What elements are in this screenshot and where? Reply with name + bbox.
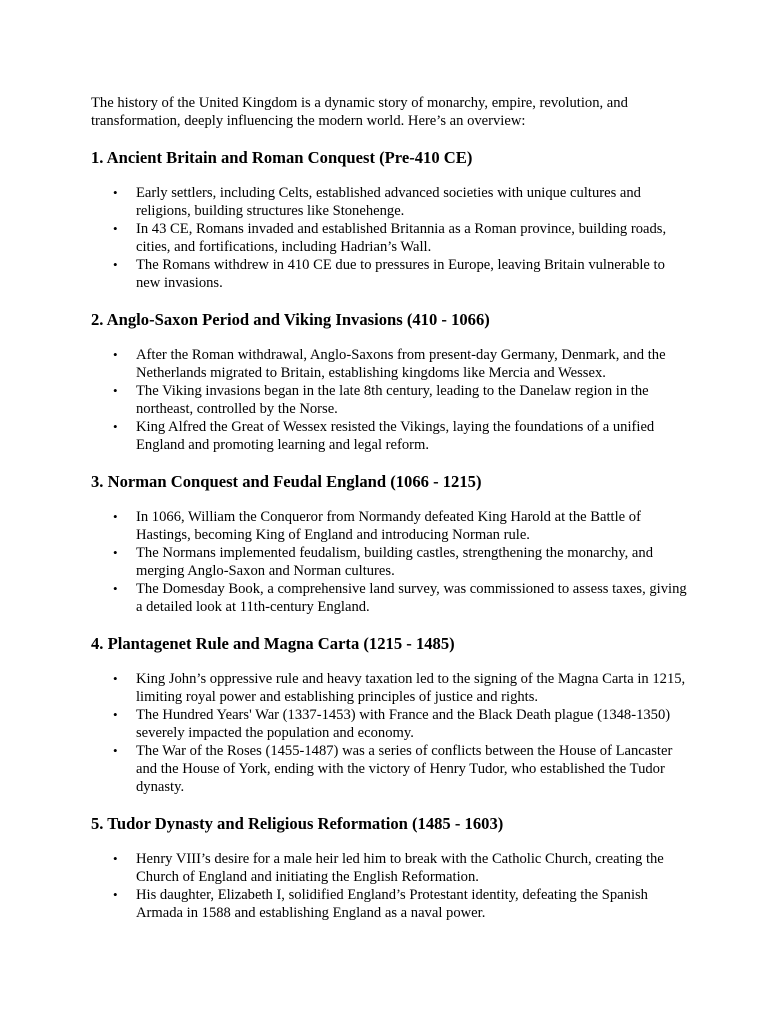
list-item xyxy=(91,184,688,220)
list-item-text: After the Roman withdrawal, Anglo-Saxons from present-day Germany, Denmark, and the Netherlands migrated to Britain, establishing kingdoms like Mercia and Wessex. xyxy=(136,347,666,381)
bullet-icon: • xyxy=(113,509,118,524)
list-item-text: The Viking invasions began in the late 8th century, leading to the Danelaw region in the northeast, controlled by the Norse. xyxy=(136,383,649,417)
list-item-text: Henry VIII’s desire for a male heir led him to break with the Catholic Church, creating the Church of England and initiating the English Reformation. xyxy=(136,851,664,885)
section-anglo-saxon xyxy=(91,310,688,454)
section-tudor xyxy=(91,814,688,922)
bullet-list xyxy=(91,670,688,796)
list-item-text: In 43 CE, Romans invaded and established Britannia as a Roman province, building roads, cities, and fortifications, including Hadrian’s Wall. xyxy=(136,221,667,255)
bullet-icon: • xyxy=(113,581,118,596)
list-item xyxy=(91,742,688,796)
list-item xyxy=(91,544,688,580)
list-item-text: King John’s oppressive rule and heavy taxation led to the signing of the Magna Carta in 1215, limiting royal power and establishing principles of justice and rights. xyxy=(136,671,686,705)
section-norman-conquest xyxy=(91,472,688,616)
bullet-icon: • xyxy=(113,851,118,866)
section-heading: 4. Plantagenet Rule and Magna Carta (1215 - 1485) xyxy=(91,634,455,653)
list-item xyxy=(91,256,688,292)
list-item xyxy=(91,580,688,616)
list-item-text: King Alfred the Great of Wessex resisted the Vikings, laying the foundations of a unified England and promoting learning and legal reform. xyxy=(136,419,655,453)
bullet-list xyxy=(91,184,688,292)
list-item xyxy=(91,850,688,886)
bullet-icon: • xyxy=(113,185,118,200)
section-heading: 5. Tudor Dynasty and Religious Reformation (1485 - 1603) xyxy=(91,814,504,833)
list-item-text: In 1066, William the Conqueror from Normandy defeated King Harold at the Battle of Hastings, becoming King of England and introducing Norman rule. xyxy=(136,509,641,543)
bullet-list xyxy=(91,508,688,616)
bullet-list xyxy=(91,346,688,454)
list-item-text: The Domesday Book, a comprehensive land survey, was commissioned to assess taxes, giving a detailed look at 11th-century England. xyxy=(136,581,687,615)
bullet-icon: • xyxy=(113,545,118,560)
bullet-icon: • xyxy=(113,257,118,272)
list-item-text: His daughter, Elizabeth I, solidified England’s Protestant identity, defeating the Spanish Armada in 1588 and establishing England as a naval power. xyxy=(136,887,648,921)
list-item xyxy=(91,220,688,256)
list-item xyxy=(91,886,688,922)
list-item-text: The Hundred Years' War (1337-1453) with France and the Black Death plague (1348-1350) severely impacted the population and economy. xyxy=(136,707,671,741)
section-plantagenet xyxy=(91,634,688,796)
list-item xyxy=(91,382,688,418)
bullet-icon: • xyxy=(113,887,118,902)
list-item-text: Early settlers, including Celts, established advanced societies with unique cultures and religions, building structures like Stonehenge. xyxy=(136,185,641,219)
list-item xyxy=(91,670,688,706)
bullet-list xyxy=(91,850,688,922)
intro-paragraph: The history of the United Kingdom is a dynamic story of monarchy, empire, revolution, and transformation, deeply influencing the modern world. Here’s an overview: xyxy=(91,95,628,129)
section-heading: 2. Anglo-Saxon Period and Viking Invasions (410 - 1066) xyxy=(91,310,490,329)
list-item-text: The Romans withdrew in 410 CE due to pressures in Europe, leaving Britain vulnerable to new invasions. xyxy=(136,257,665,291)
list-item xyxy=(91,706,688,742)
bullet-icon: • xyxy=(113,347,118,362)
list-item-text: The Normans implemented feudalism, building castles, strengthening the monarchy, and merging Anglo-Saxon and Norman cultures. xyxy=(136,545,654,579)
section-heading: 3. Norman Conquest and Feudal England (1066 - 1215) xyxy=(91,472,482,491)
bullet-icon: • xyxy=(113,221,118,236)
bullet-icon: • xyxy=(113,743,118,758)
bullet-icon: • xyxy=(113,707,118,722)
bullet-icon: • xyxy=(113,419,118,434)
section-heading: 1. Ancient Britain and Roman Conquest (Pre-410 CE) xyxy=(91,148,473,167)
bullet-icon: • xyxy=(113,383,118,398)
list-item xyxy=(91,346,688,382)
section-ancient-britain xyxy=(91,148,688,292)
list-item xyxy=(91,508,688,544)
list-item xyxy=(91,418,688,454)
bullet-icon: • xyxy=(113,671,118,686)
list-item-text: The War of the Roses (1455-1487) was a series of conflicts between the House of Lancaster and the House of York, ending with the victory of Henry Tudor, who established the Tudor dynasty. xyxy=(136,743,673,795)
